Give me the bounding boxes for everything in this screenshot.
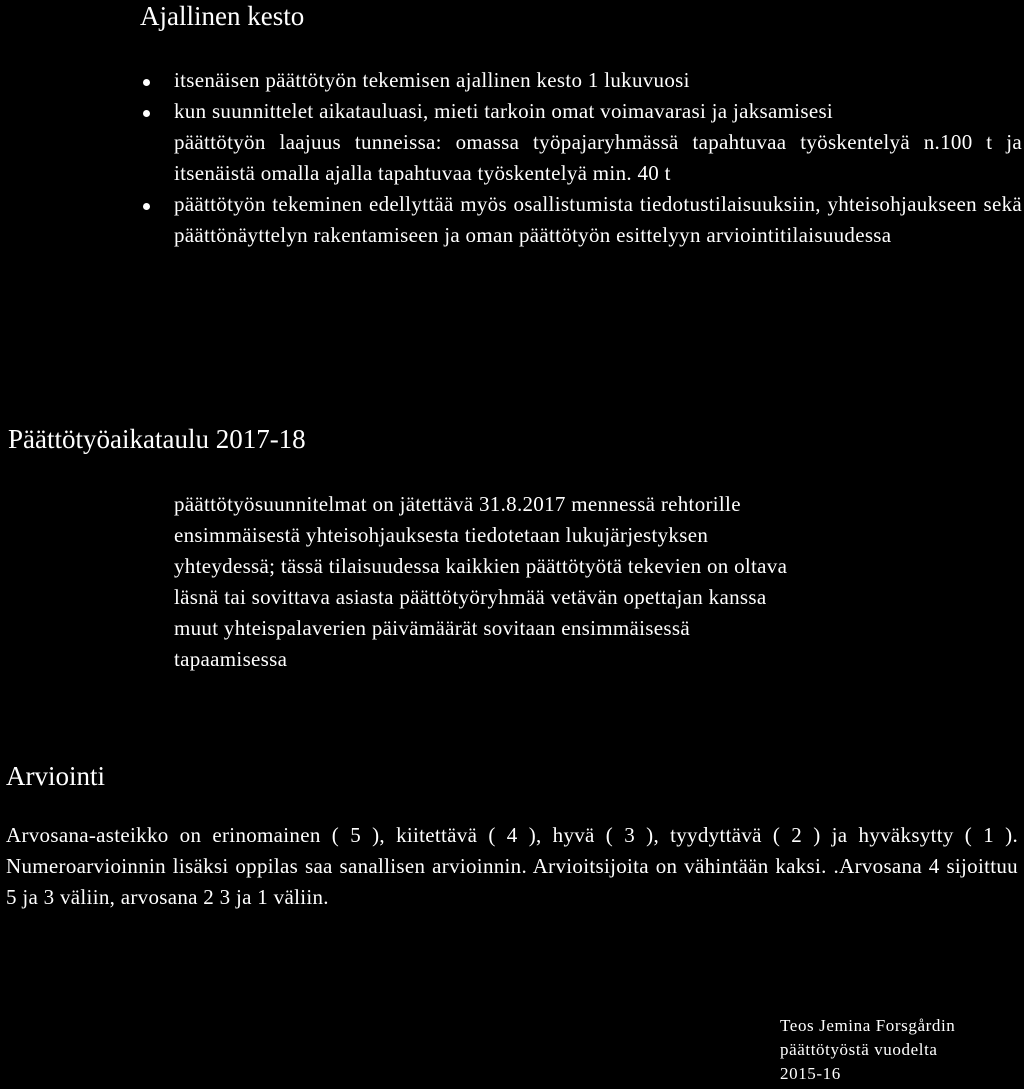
list-item (174, 96, 1022, 127)
schedule-line: muut yhteispalaverien päivämäärät sovitaan ensimmäisessä (174, 616, 690, 640)
schedule-line: päättötyösuunnitelmat on jätettävä 31.8.2017 mennessä rehtorille (174, 492, 741, 516)
schedule-line: ensimmäisestä yhteisohjauksesta tiedotetaan lukujärjestyksen (174, 523, 709, 547)
section-heading-schedule: Päättötyöaikataulu 2017-18 (8, 424, 306, 454)
list-item-text: päättötyön tekeminen edellyttää myös osallistumista tiedotustilaisuuksiin, yhteisohjaukseen sekä päättönäyttelyn rakentamiseen ja oman päättötyön esittelyyn arviointitilaisuudessa (174, 192, 1022, 247)
list-item-text: kun suunnittelet aikatauluasi, mieti tarkoin omat voimavarasi ja jaksamisesi (174, 99, 834, 123)
duration-list (174, 65, 1022, 251)
bullet-icon (141, 96, 151, 127)
schedule-line: tapaamisessa (174, 647, 288, 671)
assessment-paragraph: Arvosana-asteikko on erinomainen ( 5 ), kiitettävä ( 4 ), hyvä ( 3 ), tyydyttävä ( 2 ) ja hyväksytty ( 1 ). Numeroarvioinnin lisäksi oppilas saa sanallisen arvioinnin. Arvioitsijoita on vähintään kaksi. .Arvosana 4 sijoittuu 5 ja 3 väliin, arvosana 2 3 ja 1 väliin. (6, 823, 1018, 909)
schedule-line: läsnä tai sovittava asiasta päättötyöryhmää vetävän opettajan kanssa (174, 585, 767, 609)
credit-line: päättötyöstä vuodelta (780, 1040, 938, 1059)
bullet-icon (141, 65, 151, 96)
schedule-text (174, 489, 1019, 675)
image-credit (780, 1014, 1020, 1086)
credit-line: 2015-16 (780, 1064, 841, 1083)
schedule-line: yhteydessä; tässä tilaisuudessa kaikkien päättötyötä tekevien on oltava (174, 554, 788, 578)
credit-line: Teos Jemina Forsgårdin (780, 1016, 956, 1035)
bullet-icon (141, 189, 151, 220)
list-item-text: päättötyön laajuus tunneissa: omassa työpajaryhmässä tapahtuvaa työskentelyä n.100 t ja itsenäistä omalla ajalla tapahtuvaa työskentelyä min. 40 t (174, 130, 1022, 185)
section-heading-duration: Ajallinen kesto (140, 1, 305, 31)
section-heading-assessment: Arviointi (6, 761, 105, 791)
list-item (174, 127, 1022, 189)
list-item (174, 65, 1022, 96)
list-item (174, 189, 1022, 251)
list-item-text: itsenäisen päättötyön tekemisen ajallinen kesto 1 lukuvuosi (174, 68, 690, 92)
